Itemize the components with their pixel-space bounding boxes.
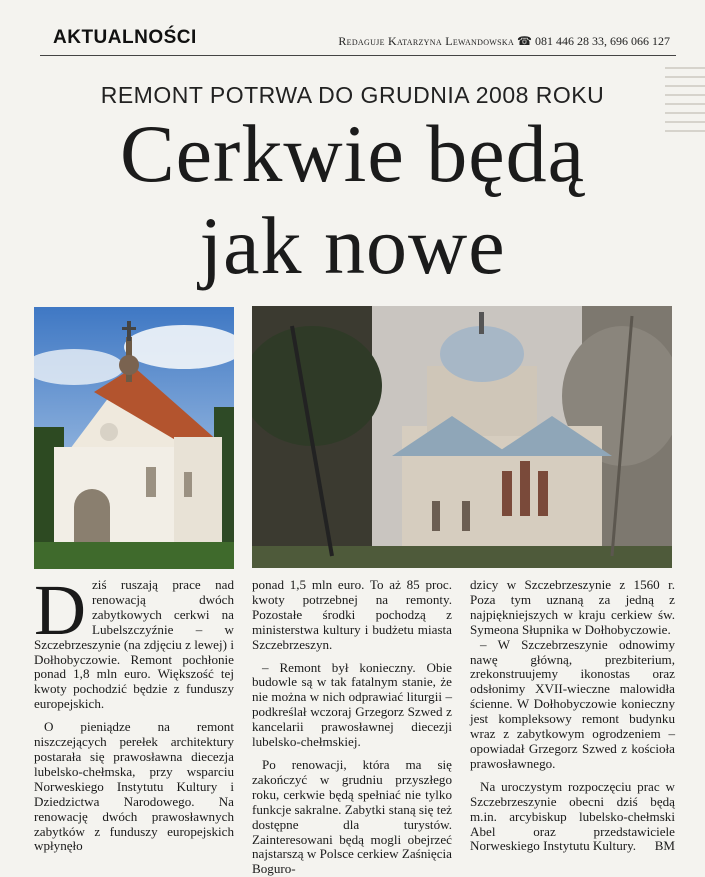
header-rule xyxy=(40,55,676,56)
paragraph-2: O pieniądze na remont niszczejących perełek architektury postarała się prawosławna diecezja lubelsko-chełmska, przy wsparciu Norweskiego Instytutu Kultury i Dziedzictwa Narodowego. Na renowację dwóch prawosławnych zabytków z funduszy europejskich wpłynęło xyxy=(34,719,234,854)
article-kicker: REMONT POTRWA DO GRUDNIA 2008 ROKU xyxy=(100,82,605,108)
church-illustration-left xyxy=(34,307,234,569)
article-column-3 xyxy=(470,578,675,854)
editor-name: Redaguje Katarzyna Lewandowska xyxy=(338,34,515,48)
phone-icon: ☎ xyxy=(517,34,532,48)
paragraph-1-text: ziś ruszają prace nad renowacją dwóch zabytkowych cerkwi na Lubelszczyźnie – w Szczebrzeszynie (na zdjęciu z lewej) i Dołhobyczowie. Remont pochłonie ponad 1,8 mln euro. Większość tej kwoty pochodzić będzie z funduszy europejskich. xyxy=(34,577,234,712)
paragraph-8 xyxy=(470,780,675,855)
drop-cap: D xyxy=(34,570,86,650)
headline-line-1: Cerkwie będą xyxy=(119,108,586,199)
headline-line-2: jak nowe xyxy=(199,200,506,291)
section-title xyxy=(53,27,197,49)
article-column-2 xyxy=(252,578,452,877)
paragraph-7: – W Szczebrzeszynie odnowimy nawę główną, prezbiterium, zrekonstruujemy ikonostas oraz odsłonimy XVII-wieczne malowidła ścienne. W Dołhobyczowie konieczny jest kompleksowy remont budynku wraz z zabytkowym ogrodzeniem – opowiadał Grzegorz Szwed z kościoła prawosławnego. xyxy=(470,636,675,771)
page-header xyxy=(38,24,678,52)
paragraph-5: Po renowacji, która ma się zakończyć w grudniu przyszłego roku, cerkwie będą spełniać nie tylko funkcje sakralne. Zabytki staną się też dostępne dla turystów. Zainteresowani będą mogli obejrzeć najstarszą w Polsce cerkiew Zaśnięcia Boguro- xyxy=(252,756,452,877)
paragraph-6: dzicy w Szczebrzeszynie z 1560 r. Poza tym uznaną za jedną z najpiękniejszych w kraju cerkiew św. Symeona Słupnika w Dołhobyczowie. xyxy=(470,577,675,637)
bleed-through xyxy=(665,60,705,290)
photo-szczebrzeszyn-church xyxy=(34,307,234,569)
paragraph-3: ponad 1,5 mln euro. To aż 85 proc. kwoty potrzebnej na remonty. Pozostałe środki pochodzą z ministerstwa kultury i budżetu miasta Szczebrzeszyn. xyxy=(252,577,452,652)
paragraph-1 xyxy=(34,570,234,712)
section-label: AKTUALNOŚCI xyxy=(53,27,197,48)
phone-numbers: 081 446 28 33, 696 066 127 xyxy=(535,34,670,48)
article-column-1 xyxy=(34,570,234,854)
author-signature: BM xyxy=(654,838,675,854)
article-headline xyxy=(0,108,705,292)
paragraph-8-text: Na uroczystym rozpoczęciu prac w Szczebrzeszynie obecni dziś będą m.in. arcybiskup lubelsko-chełmski Abel oraz przedstawiciele Norweskiego Instytutu Kultury. xyxy=(470,778,675,854)
editor-credit xyxy=(338,34,670,49)
church-illustration-right xyxy=(252,306,672,568)
photo-dolhobyczow-church xyxy=(252,306,672,568)
paragraph-4: – Remont był konieczny. Obie budowle są w tak fatalnym stanie, że nie można w nich odprawiać liturgii – podkreślał wczoraj Grzegorz Szwed z kancelarii prawosławnej diecezji lubelsko-chełmskiej. xyxy=(252,659,452,750)
